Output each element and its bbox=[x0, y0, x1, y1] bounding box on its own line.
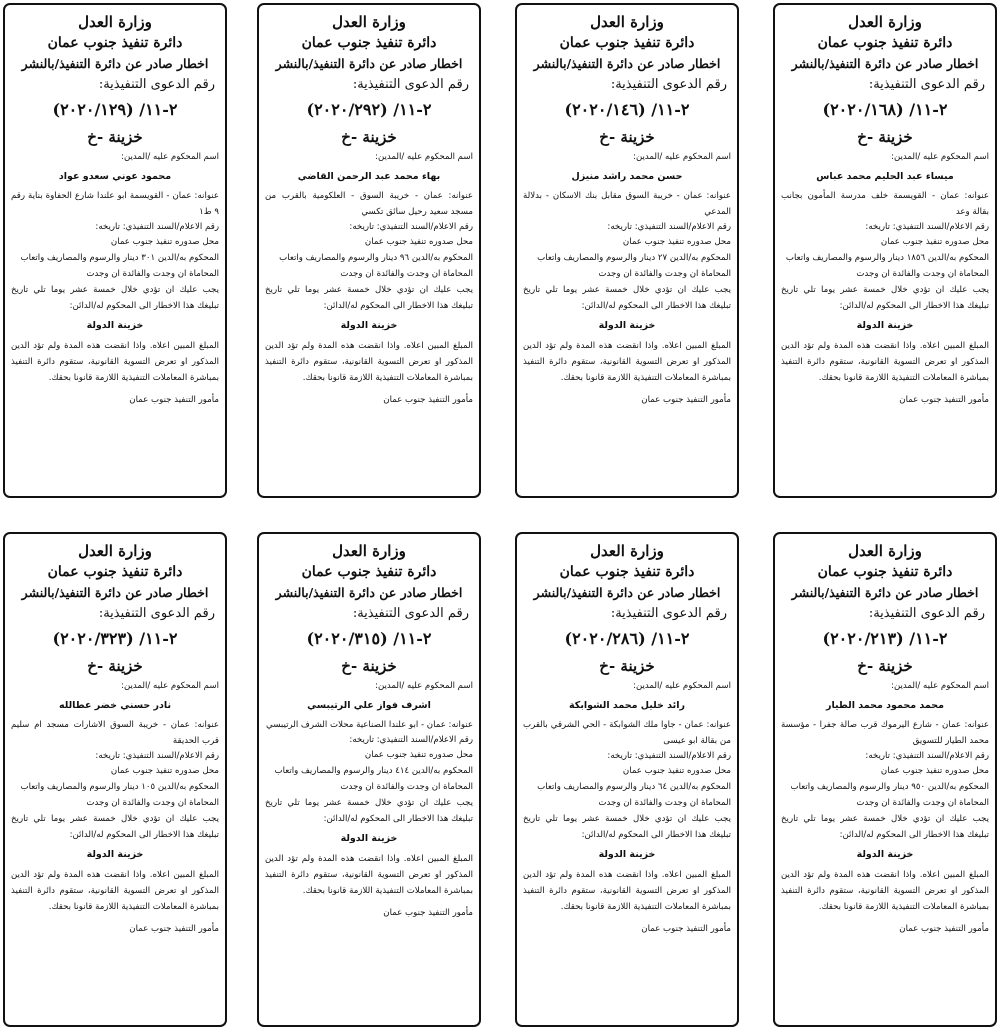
case-number: ٢-١١/ (٢٠٢٠/٢١٣) bbox=[822, 629, 948, 648]
warning-text: المبلغ المبين اعلاه. واذا انقضت هذه المدة ولم تؤد الدين المذكور او تعرض التسوية القانونية، ستقوم دائرة التنفيذ بمباشرة المعاملات التنفيذية اللازمة قانونا بحقك. bbox=[781, 341, 989, 383]
payment-notice: يجب عليك ان تؤدي خلال خمسة عشر يوما تلي تاريخ تبليغك هذا الاخطار الى المحكوم له/الدائن: bbox=[523, 814, 731, 840]
officer-signature: مأمور التنفيذ جنوب عمان bbox=[641, 395, 731, 405]
issue-place: محل صدوره تنفيذ جنوب عمان bbox=[622, 237, 731, 247]
issue-place: محل صدوره تنفيذ جنوب عمان bbox=[880, 766, 989, 776]
issue-place: محل صدوره تنفيذ جنوب عمان bbox=[110, 766, 219, 776]
warning-text: المبلغ المبين اعلاه. واذا انقضت هذه المدة ولم تؤد الدين المذكور او تعرض التسوية القانونية، ستقوم دائرة التنفيذ بمباشرة المعاملات التنفيذية اللازمة قانونا بحقك. bbox=[11, 341, 219, 383]
case-number: ٢-١١/ (٢٠٢٠/١٤٦) bbox=[564, 100, 690, 119]
notification-heading: اخطار صادر عن دائرة التنفيذ/بالنشر bbox=[275, 585, 463, 600]
notification-heading: اخطار صادر عن دائرة التنفيذ/بالنشر bbox=[21, 585, 209, 600]
department-heading: دائرة تنفيذ جنوب عمان bbox=[817, 564, 953, 580]
warning-text: المبلغ المبين اعلاه. واذا انقضت هذه المدة ولم تؤد الدين المذكور او تعرض التسوية القانونية، ستقوم دائرة التنفيذ بمباشرة المعاملات التنفيذية اللازمة قانونا بحقك. bbox=[265, 854, 473, 896]
payment-notice: يجب عليك ان تؤدي خلال خمسة عشر يوما تلي تاريخ تبليغك هذا الاخطار الى المحكوم له/الدائن: bbox=[11, 285, 219, 311]
notice-card bbox=[257, 532, 481, 1027]
case-number: ٢-١١/ (٢٠٢٠/٣١٥) bbox=[306, 629, 432, 648]
case-label: رقم الدعوى التنفيذية: bbox=[868, 77, 985, 92]
debtor-label: اسم المحكوم عليه /المدين: bbox=[633, 681, 731, 691]
warning-text: المبلغ المبين اعلاه. واذا انقضت هذه المدة ولم تؤد الدين المذكور او تعرض التسوية القانونية، ستقوم دائرة التنفيذ بمباشرة المعاملات التنفيذية اللازمة قانونا بحقك. bbox=[523, 870, 731, 912]
debtor-name: حسن محمد راشد منيزل bbox=[571, 171, 683, 182]
amount-line: المحكوم به/الدين ١٠٥ دينار والرسوم والمصاريف واتعاب المحاماة ان وجدت والفائدة ان وجدت bbox=[20, 782, 219, 808]
amount-line: المحكوم به/الدين ١٨٥٦ دينار والرسوم والمصاريف واتعاب المحاماة ان وجدت والفائدة ان وجدت bbox=[785, 253, 989, 279]
department-heading: دائرة تنفيذ جنوب عمان bbox=[47, 564, 183, 580]
creditor-name: خزينة الدولة bbox=[856, 320, 914, 331]
case-number: ٢-١١/ (٢٠٢٠/٢٩٢) bbox=[306, 100, 432, 119]
creditor-name: خزينة الدولة bbox=[86, 320, 144, 331]
amount-line: المحكوم به/الدين ٩٥٠ دينار والرسوم والمصاريف واتعاب المحاماة ان وجدت والفائدة ان وجدت bbox=[790, 782, 989, 808]
writ-number-line: رقم الاعلام/السند التنفيذي: تاريخه: bbox=[349, 735, 473, 745]
debtor-address: عنوانه: عمان - خريبة السوق مقابل بنك الاسكان - بدلالة المدعي bbox=[523, 191, 731, 217]
case-label: رقم الدعوى التنفيذية: bbox=[98, 77, 215, 92]
debtor-label: اسم المحكوم عليه /المدين: bbox=[375, 681, 473, 691]
writ-number-line: رقم الاعلام/السند التنفيذي: تاريخه: bbox=[95, 751, 219, 761]
ministry-heading: وزارة العدل bbox=[848, 13, 922, 31]
case-label: رقم الدعوى التنفيذية: bbox=[352, 77, 469, 92]
notice-card bbox=[3, 532, 227, 1027]
debtor-name: بهاء محمد عبد الرحمن القاضي bbox=[297, 171, 441, 182]
case-number: ٢-١١/ (٢٠٢٠/٢٨٦) bbox=[564, 629, 690, 648]
issue-place: محل صدوره تنفيذ جنوب عمان bbox=[364, 237, 473, 247]
claimant-party: خزينة -خ bbox=[341, 128, 397, 146]
amount-line: المحكوم به/الدين ٢٧ دينار والرسوم والمصاريف واتعاب المحاماة ان وجدت والفائدة ان وجدت bbox=[537, 253, 731, 279]
ministry-heading: وزارة العدل bbox=[78, 13, 152, 31]
debtor-label: اسم المحكوم عليه /المدين: bbox=[891, 681, 989, 691]
amount-line: المحكوم به/الدين ٩٦ دينار والرسوم والمصاريف واتعاب المحاماة ان وجدت والفائدة ان وجدت bbox=[279, 253, 473, 279]
claimant-party: خزينة -خ bbox=[599, 128, 655, 146]
debtor-address: عنوانه: عمان - القويسمة ابو علندا شارع الحفاوة بناية رقم ٩ ط١ bbox=[11, 191, 219, 217]
department-heading: دائرة تنفيذ جنوب عمان bbox=[559, 564, 695, 580]
debtor-label: اسم المحكوم عليه /المدين: bbox=[121, 152, 219, 162]
case-number: ٢-١١/ (٢٠٢٠/٣٢٣) bbox=[52, 629, 178, 648]
debtor-label: اسم المحكوم عليه /المدين: bbox=[633, 152, 731, 162]
creditor-name: خزينة الدولة bbox=[340, 833, 398, 844]
warning-text: المبلغ المبين اعلاه. واذا انقضت هذه المدة ولم تؤد الدين المذكور او تعرض التسوية القانونية، ستقوم دائرة التنفيذ بمباشرة المعاملات التنفيذية اللازمة قانونا بحقك. bbox=[11, 870, 219, 912]
ministry-heading: وزارة العدل bbox=[590, 542, 664, 560]
department-heading: دائرة تنفيذ جنوب عمان bbox=[47, 35, 183, 51]
claimant-party: خزينة -خ bbox=[857, 128, 913, 146]
case-number: ٢-١١/ (٢٠٢٠/١٦٨) bbox=[822, 100, 948, 119]
creditor-name: خزينة الدولة bbox=[598, 320, 656, 331]
debtor-name: محمود عوني سعدو عواد bbox=[58, 171, 172, 182]
payment-notice: يجب عليك ان تؤدي خلال خمسة عشر يوما تلي تاريخ تبليغك هذا الاخطار الى المحكوم له/الدائن: bbox=[265, 798, 473, 824]
writ-number-line: رقم الاعلام/السند التنفيذي: تاريخه: bbox=[607, 222, 731, 232]
case-number: ٢-١١/ (٢٠٢٠/١٢٩) bbox=[52, 100, 178, 119]
payment-notice: يجب عليك ان تؤدي خلال خمسة عشر يوما تلي تاريخ تبليغك هذا الاخطار الى المحكوم له/الدائن: bbox=[11, 814, 219, 840]
warning-text: المبلغ المبين اعلاه. واذا انقضت هذه المدة ولم تؤد الدين المذكور او تعرض التسوية القانونية، ستقوم دائرة التنفيذ بمباشرة المعاملات التنفيذية اللازمة قانونا بحقك. bbox=[781, 870, 989, 912]
creditor-name: خزينة الدولة bbox=[598, 849, 656, 860]
writ-number-line: رقم الاعلام/السند التنفيذي: تاريخه: bbox=[865, 751, 989, 761]
notice-card bbox=[773, 3, 997, 498]
writ-number-line: رقم الاعلام/السند التنفيذي: تاريخه: bbox=[607, 751, 731, 761]
notice-card bbox=[515, 3, 739, 498]
payment-notice: يجب عليك ان تؤدي خلال خمسة عشر يوما تلي تاريخ تبليغك هذا الاخطار الى المحكوم له/الدائن: bbox=[265, 285, 473, 311]
amount-line: المحكوم به/الدين ٤١٤ دينار والرسوم والمصاريف واتعاب المحاماة ان وجدت والفائدة ان وجدت bbox=[274, 766, 473, 792]
debtor-name: اشرف فواز علي الرتيبسي bbox=[307, 700, 431, 711]
notification-heading: اخطار صادر عن دائرة التنفيذ/بالنشر bbox=[533, 585, 721, 600]
debtor-address: عنوانه: عمان - جاوا ملك الشوابكة - الحي الشرقي بالقرب من بقالة ابو عيسى bbox=[523, 720, 731, 746]
claimant-party: خزينة -خ bbox=[857, 657, 913, 675]
debtor-address: عنوانه: عمان - ابو علندا الصناعية محلات الشرف الرتيبسي bbox=[266, 720, 473, 730]
debtor-label: اسم المحكوم عليه /المدين: bbox=[121, 681, 219, 691]
claimant-party: خزينة -خ bbox=[87, 657, 143, 675]
debtor-name: محمد محمود محمد الطيار bbox=[825, 700, 944, 711]
debtor-label: اسم المحكوم عليه /المدين: bbox=[891, 152, 989, 162]
notice-card bbox=[515, 532, 739, 1027]
issue-place: محل صدوره تنفيذ جنوب عمان bbox=[110, 237, 219, 247]
payment-notice: يجب عليك ان تؤدي خلال خمسة عشر يوما تلي تاريخ تبليغك هذا الاخطار الى المحكوم له/الدائن: bbox=[781, 814, 989, 840]
department-heading: دائرة تنفيذ جنوب عمان bbox=[559, 35, 695, 51]
notification-heading: اخطار صادر عن دائرة التنفيذ/بالنشر bbox=[21, 56, 209, 71]
officer-signature: مأمور التنفيذ جنوب عمان bbox=[641, 924, 731, 934]
debtor-address: عنوانه: عمان - القويسمة خلف مدرسة المأمون بجانب بقالة وعد bbox=[781, 191, 989, 217]
ministry-heading: وزارة العدل bbox=[332, 13, 406, 31]
ministry-heading: وزارة العدل bbox=[590, 13, 664, 31]
claimant-party: خزينة -خ bbox=[87, 128, 143, 146]
creditor-name: خزينة الدولة bbox=[340, 320, 398, 331]
warning-text: المبلغ المبين اعلاه. واذا انقضت هذه المدة ولم تؤد الدين المذكور او تعرض التسوية القانونية، ستقوم دائرة التنفيذ بمباشرة المعاملات التنفيذية اللازمة قانونا بحقك. bbox=[265, 341, 473, 383]
ministry-heading: وزارة العدل bbox=[78, 542, 152, 560]
issue-place: محل صدوره تنفيذ جنوب عمان bbox=[364, 750, 473, 760]
case-label: رقم الدعوى التنفيذية: bbox=[98, 606, 215, 621]
debtor-name: ميساء عبد الحليم محمد عباس bbox=[816, 171, 954, 182]
ministry-heading: وزارة العدل bbox=[332, 542, 406, 560]
officer-signature: مأمور التنفيذ جنوب عمان bbox=[129, 395, 219, 405]
amount-line: المحكوم به/الدين ٣٠١ دينار والرسوم والمصاريف واتعاب المحاماة ان وجدت والفائدة ان وجدت bbox=[20, 253, 219, 279]
notification-heading: اخطار صادر عن دائرة التنفيذ/بالنشر bbox=[275, 56, 463, 71]
issue-place: محل صدوره تنفيذ جنوب عمان bbox=[880, 237, 989, 247]
debtor-address: عنوانه: عمان - شارع اليرموك قرب صالة جفرا - مؤسسة محمد الطيار للتسويق bbox=[781, 720, 989, 746]
debtor-address: عنوانه: عمان - خريبة السوق - العلكومية بالقرب من مسجد سعيد رحيل سائق تكسي bbox=[265, 191, 473, 217]
notification-heading: اخطار صادر عن دائرة التنفيذ/بالنشر bbox=[791, 585, 979, 600]
department-heading: دائرة تنفيذ جنوب عمان bbox=[301, 564, 437, 580]
officer-signature: مأمور التنفيذ جنوب عمان bbox=[899, 395, 989, 405]
notification-heading: اخطار صادر عن دائرة التنفيذ/بالنشر bbox=[533, 56, 721, 71]
issue-place: محل صدوره تنفيذ جنوب عمان bbox=[622, 766, 731, 776]
payment-notice: يجب عليك ان تؤدي خلال خمسة عشر يوما تلي تاريخ تبليغك هذا الاخطار الى المحكوم له/الدائن: bbox=[781, 285, 989, 311]
debtor-label: اسم المحكوم عليه /المدين: bbox=[375, 152, 473, 162]
case-label: رقم الدعوى التنفيذية: bbox=[352, 606, 469, 621]
ministry-heading: وزارة العدل bbox=[848, 542, 922, 560]
officer-signature: مأمور التنفيذ جنوب عمان bbox=[383, 908, 473, 918]
warning-text: المبلغ المبين اعلاه. واذا انقضت هذه المدة ولم تؤد الدين المذكور او تعرض التسوية القانونية، ستقوم دائرة التنفيذ بمباشرة المعاملات التنفيذية اللازمة قانونا بحقك. bbox=[523, 341, 731, 383]
case-label: رقم الدعوى التنفيذية: bbox=[610, 77, 727, 92]
creditor-name: خزينة الدولة bbox=[856, 849, 914, 860]
writ-number-line: رقم الاعلام/السند التنفيذي: تاريخه: bbox=[865, 222, 989, 232]
notice-card bbox=[3, 3, 227, 498]
notification-heading: اخطار صادر عن دائرة التنفيذ/بالنشر bbox=[791, 56, 979, 71]
notice-card bbox=[257, 3, 481, 498]
notice-card bbox=[773, 532, 997, 1027]
debtor-name: نادر حسني خضر عطالله bbox=[58, 700, 172, 711]
writ-number-line: رقم الاعلام/السند التنفيذي: تاريخه: bbox=[349, 222, 473, 232]
payment-notice: يجب عليك ان تؤدي خلال خمسة عشر يوما تلي تاريخ تبليغك هذا الاخطار الى المحكوم له/الدائن: bbox=[523, 285, 731, 311]
debtor-address: عنوانه: عمان - خريبة السوق الاشارات مسجد ام سليم قرب الحديقة bbox=[11, 720, 219, 746]
claimant-party: خزينة -خ bbox=[341, 657, 397, 675]
officer-signature: مأمور التنفيذ جنوب عمان bbox=[899, 924, 989, 934]
department-heading: دائرة تنفيذ جنوب عمان bbox=[817, 35, 953, 51]
creditor-name: خزينة الدولة bbox=[86, 849, 144, 860]
department-heading: دائرة تنفيذ جنوب عمان bbox=[301, 35, 437, 51]
officer-signature: مأمور التنفيذ جنوب عمان bbox=[129, 924, 219, 934]
case-label: رقم الدعوى التنفيذية: bbox=[868, 606, 985, 621]
case-label: رقم الدعوى التنفيذية: bbox=[610, 606, 727, 621]
writ-number-line: رقم الاعلام/السند التنفيذي: تاريخه: bbox=[95, 222, 219, 232]
amount-line: المحكوم به/الدين ٦٤ دينار والرسوم والمصاريف واتعاب المحاماة ان وجدت والفائدة ان وجدت bbox=[537, 782, 731, 808]
officer-signature: مأمور التنفيذ جنوب عمان bbox=[383, 395, 473, 405]
claimant-party: خزينة -خ bbox=[599, 657, 655, 675]
debtor-name: رائد خليل محمد الشوابكة bbox=[569, 700, 685, 711]
